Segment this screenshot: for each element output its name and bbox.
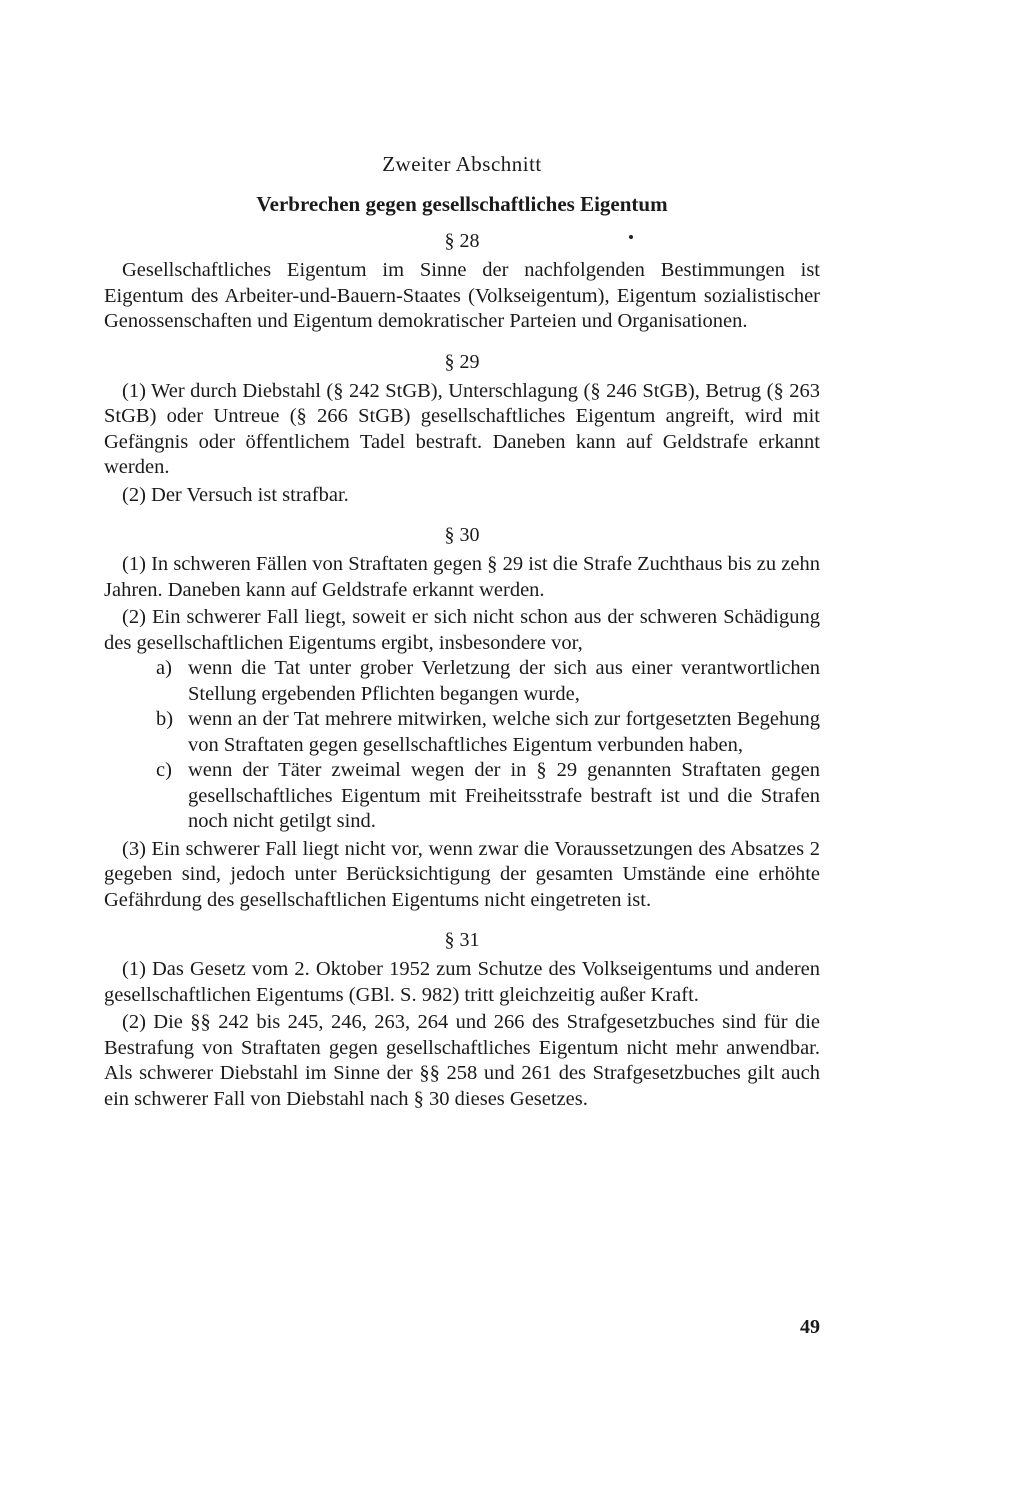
list-item-text: wenn der Täter zweimal wegen der in § 29 genannten Straftaten gegen gesellschaftliches Eigentum mit Freiheitsstrafe bestraft ist und die Strafen noch nicht getilgt sind.: [188, 759, 820, 832]
paragraph-29-abs2: (2) Der Versuch ist strafbar.: [122, 483, 349, 506]
list-item-text: wenn an der Tat mehrere mitwirken, welche sich zur fortgesetzten Begehung von Straftaten gegen gesellschaftliches Eigentum verbunden haben,: [188, 708, 820, 756]
paragraph-31-abs1: (1) Das Gesetz vom 2. Oktober 1952 zum Schutze des Volkseigentums und anderen gesellschaftlichen Eigentums (GBl. S. 982) tritt gleichzeitig außer Kraft.: [104, 958, 820, 1006]
paragraph-28-text: Gesellschaftliches Eigentum im Sinne der nachfolgenden Bestimmungen ist Eigentum des Arbeiter-und-Bauern-Staates (Volkseigentum), Eigentum sozialistischer Genossenschaften und Eigentum demokratischer Parteien und Organisationen.: [104, 259, 820, 332]
list-item: [104, 656, 820, 707]
print-speck: [629, 235, 633, 239]
section-label: Zweiter Abschnitt: [382, 152, 542, 176]
document-page: [104, 150, 820, 1112]
list-item: [104, 707, 820, 758]
paragraph-30-abs2: (2) Ein schwerer Fall liegt, soweit er sich nicht schon aus der schweren Schädigung des gesellschaftlichen Eigentums ergibt, insbesondere vor,: [104, 606, 820, 654]
section-heading: Verbrechen gegen gesellschaftliches Eigentum: [256, 192, 668, 216]
paragraph-31-abs2: (2) Die §§ 242 bis 245, 246, 263, 264 und 266 des Strafgesetzbuches sind für die Bestrafung von Straftaten gegen gesellschaftliches Eigentum nicht mehr anwendbar. Als schwerer Diebstahl im Sinne der §§ 258 und 261 des Strafgesetzbuches gilt auch ein schwerer Fall von Diebstahl nach § 30 dieses Gesetzes.: [104, 1011, 820, 1110]
paragraph-28-sign: § 28: [444, 230, 480, 252]
page-number: 49: [800, 1316, 820, 1338]
list-item: [104, 758, 820, 835]
paragraph-29-sign: § 29: [444, 350, 480, 373]
paragraph-31-sign: § 31: [444, 929, 480, 951]
list-item-label: c): [156, 759, 172, 781]
paragraph-30-abs3: (3) Ein schwerer Fall liegt nicht vor, wenn zwar die Voraussetzungen des Absatzes 2 gegeben sind, jedoch unter Berücksichtigung der gesamten Umstände eine erhöhte Gefährdung des gesellschaftlichen Eigentums nicht eingetreten ist.: [104, 837, 820, 911]
paragraph-30-abs1: (1) In schweren Fällen von Straftaten gegen § 29 ist die Strafe Zuchthaus bis zu zehn Jahren. Daneben kann auf Geldstrafe erkannt werden.: [104, 553, 820, 601]
paragraph-29-abs1: (1) Wer durch Diebstahl (§ 242 StGB), Unterschlagung (§ 246 StGB), Betrug (§ 263 StGB) oder Untreue (§ 266 StGB) gesellschaftliches Eigentum angreift, wird mit Gefängnis oder öffentlichem Tadel bestraft. Daneben kann auf Geldstrafe erkannt werden.: [104, 379, 820, 478]
list-item-label: b): [156, 708, 174, 730]
list-item-text: wenn die Tat unter grober Verletzung der sich aus einer verantwortlichen Stellung ergebenden Pflichten begangen wurde,: [188, 657, 820, 705]
paragraph-30-sign: § 30: [444, 524, 480, 546]
list-item-label: a): [156, 657, 172, 679]
